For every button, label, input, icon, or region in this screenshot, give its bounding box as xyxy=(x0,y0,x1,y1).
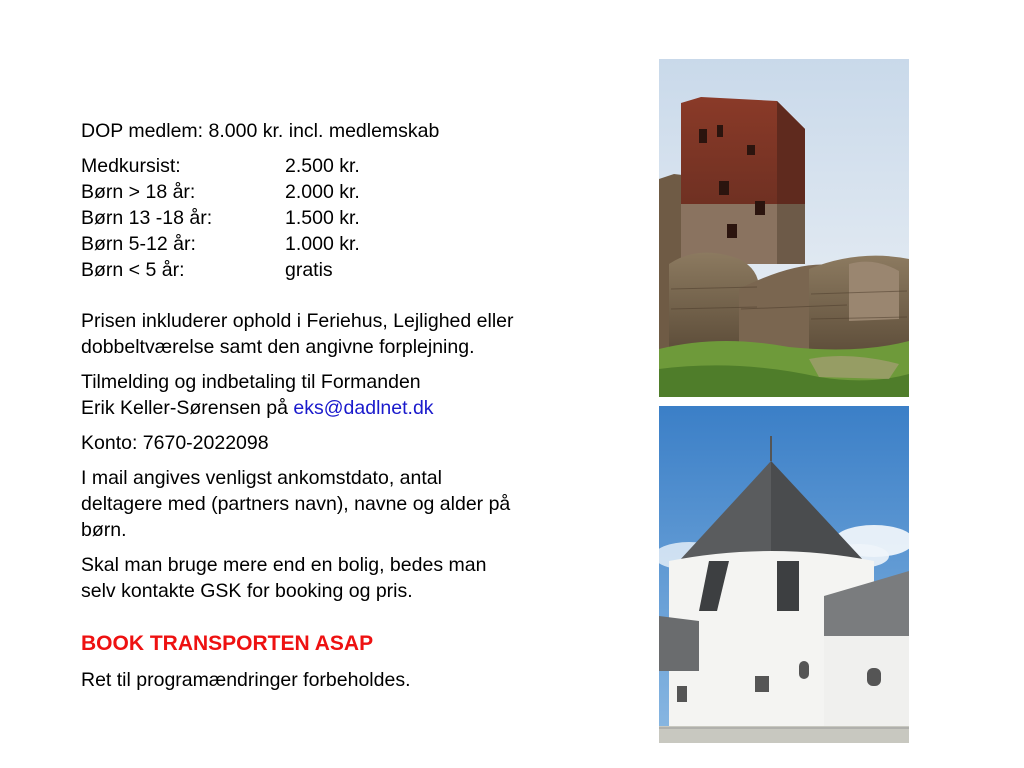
price-label: Børn > 18 år: xyxy=(81,181,196,203)
price-row xyxy=(81,257,641,283)
castle-ruin-photo xyxy=(659,59,909,397)
price-value: 1.000 kr. xyxy=(285,233,360,255)
price-label: Børn 5-12 år: xyxy=(81,233,196,255)
account-number: Konto: 7670-2022098 xyxy=(81,432,269,454)
price-label: Børn < 5 år: xyxy=(81,259,185,281)
signup-contact-line xyxy=(81,395,641,421)
email-link[interactable]: eks@dadlnet.dk xyxy=(293,397,434,419)
includes-line: dobbeltværelse samt den angivne forplejning. xyxy=(81,336,475,358)
price-row xyxy=(81,179,641,205)
price-value: 1.500 kr. xyxy=(285,207,360,229)
book-transport-notice: BOOK TRANSPORTEN ASAP xyxy=(81,632,374,655)
price-value: gratis xyxy=(285,259,333,281)
text-column xyxy=(81,118,641,693)
includes-line: Prisen inkluderer ophold i Feriehus, Lejlighed eller xyxy=(81,310,514,332)
mail-info-paragraph xyxy=(81,465,641,543)
housing-line: selv kontakte GSK for booking og pris. xyxy=(81,580,413,602)
housing-paragraph xyxy=(81,552,641,604)
price-row xyxy=(81,231,641,257)
mail-info-line: deltagere med (partners navn), navne og alder på xyxy=(81,493,511,515)
signup-paragraph xyxy=(81,369,641,421)
signup-line: Tilmelding og indbetaling til Formanden xyxy=(81,371,421,393)
price-value: 2.500 kr. xyxy=(285,155,360,177)
mail-info-line: I mail angives venligst ankomstdato, antal xyxy=(81,467,442,489)
round-church-photo xyxy=(659,406,909,743)
housing-line: Skal man bruge mere end en bolig, bedes man xyxy=(81,554,487,576)
price-row xyxy=(81,153,641,179)
disclaimer: Ret til programændringer forbeholdes. xyxy=(81,669,411,691)
price-table xyxy=(81,153,641,283)
price-label: Medkursist: xyxy=(81,155,181,177)
mail-info-line: børn. xyxy=(81,519,127,541)
signup-contact-text: Erik Keller-Sørensen på xyxy=(81,397,294,419)
price-row xyxy=(81,205,641,231)
price-label: Børn 13 -18 år: xyxy=(81,207,213,229)
price-value: 2.000 kr. xyxy=(285,181,360,203)
includes-paragraph xyxy=(81,308,641,360)
member-price-line: DOP medlem: 8.000 kr. incl. medlemskab xyxy=(81,120,440,142)
